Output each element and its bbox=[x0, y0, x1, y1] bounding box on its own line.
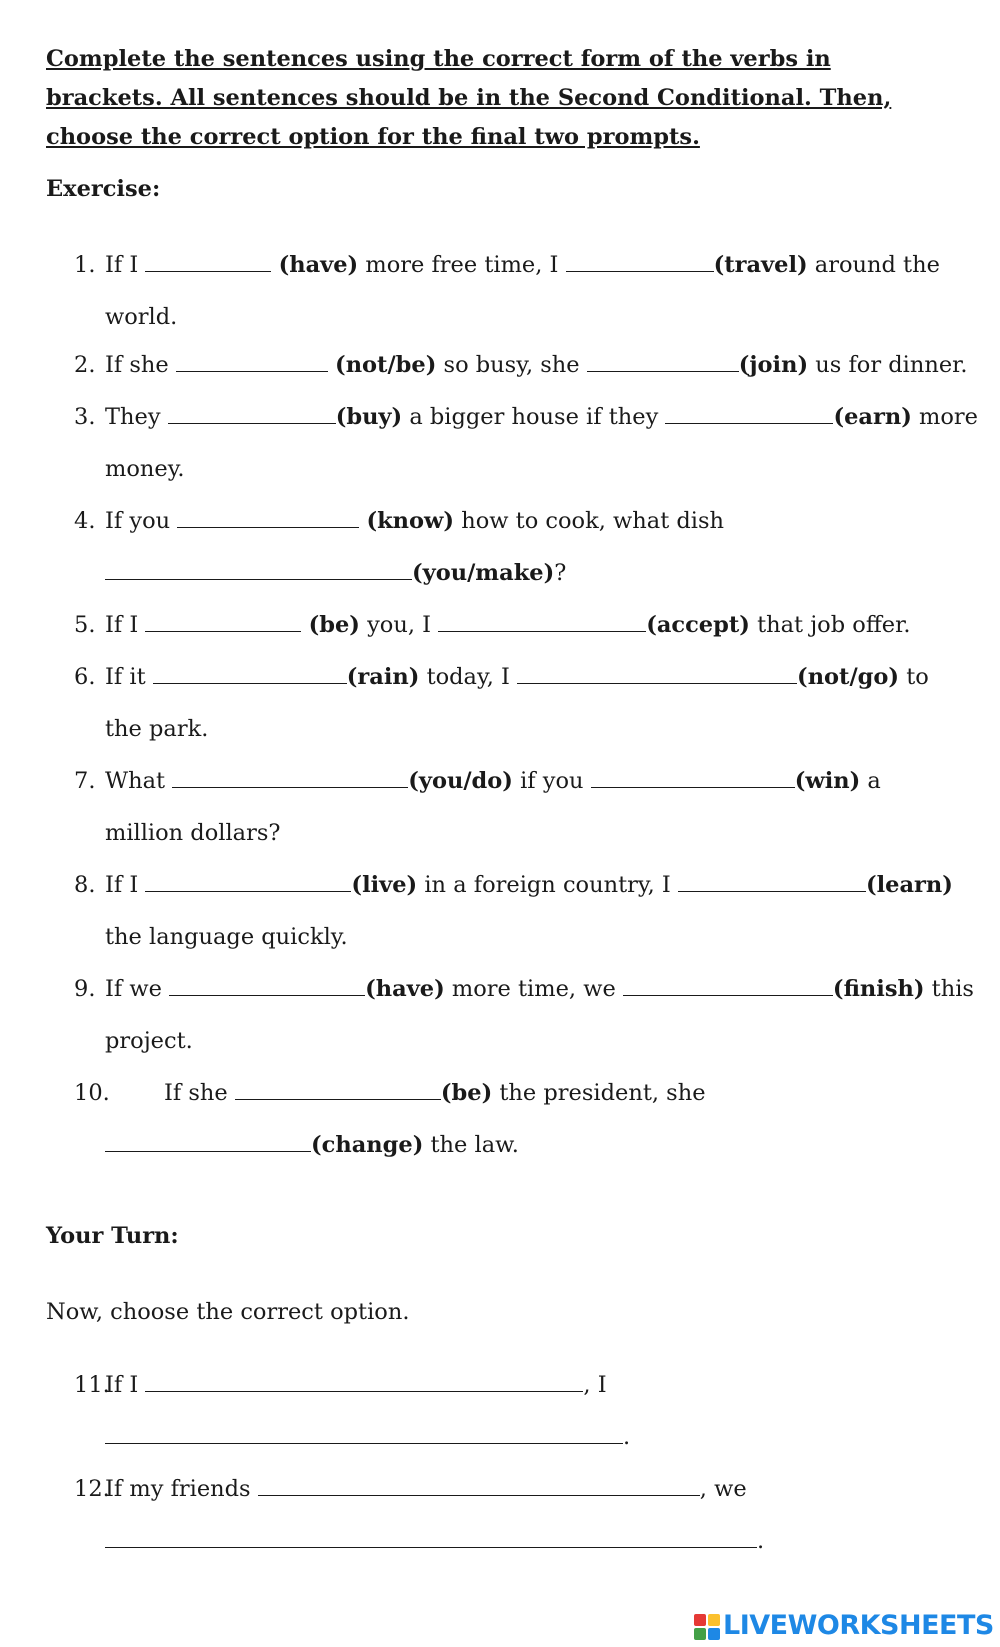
answer-blank[interactable] bbox=[678, 871, 866, 892]
liveworksheets-logo bbox=[694, 1612, 994, 1644]
answer-blank[interactable] bbox=[438, 611, 646, 632]
answer-blank[interactable] bbox=[145, 611, 301, 632]
answer-blank[interactable] bbox=[145, 251, 271, 272]
answer-blank[interactable] bbox=[105, 1423, 623, 1444]
answer-blank[interactable] bbox=[623, 975, 833, 996]
answer-blank[interactable] bbox=[177, 507, 359, 528]
answer-blank[interactable] bbox=[258, 1475, 700, 1496]
answer-blank[interactable] bbox=[665, 403, 833, 424]
answer-blank[interactable] bbox=[169, 975, 365, 996]
answer-blank[interactable] bbox=[105, 1131, 311, 1152]
answer-blank[interactable] bbox=[235, 1079, 441, 1100]
answer-blank[interactable] bbox=[517, 663, 797, 684]
liveworksheets-logo-icon bbox=[694, 1614, 720, 1640]
answer-blank[interactable] bbox=[176, 351, 328, 372]
answer-blank[interactable] bbox=[105, 1527, 757, 1548]
worksheet-page: Complete the sentences using the correct form of the verbs in brackets. All sentences should be in the Second Conditional. Then, choose the correct option for the final two prompts. Exercise: 1. If I (have) more free time, I (travel) around the world. 2. If she (not/be) so busy, she (join) us for dinner. 3. They (buy) a bigger house if they (earn) more money. 4. If you (know) how to cook, what dish (you/make)? 5. If I (be) you, I (accept) that job offer. 6. If it (rain) today, I (not/go) to the park. 7. What (you/do) if you (win) a million dollars? 8. If I (live) in a foreign country, I (learn) the language quickly. 9. If we (have) more time, we (finish) this project. 10. If she (be) the president, she (change) the law. Your Turn: Now, choose the correct option. 11. If I , I . 12. If my friends , we . LIVEWORKSHEETS bbox=[0, 0, 1000, 1647]
answer-blank[interactable] bbox=[172, 767, 408, 788]
exercise-heading: Exercise: bbox=[46, 176, 161, 202]
answer-blank[interactable] bbox=[587, 351, 739, 372]
answer-blank[interactable] bbox=[145, 871, 351, 892]
your-turn-heading: Your Turn: bbox=[46, 1223, 179, 1249]
instructions: Complete the sentences using the correct form of the verbs in brackets. All sentences should be in the Second Conditional. Then, choose the correct option for the final two prompts. bbox=[46, 46, 892, 150]
answer-blank[interactable] bbox=[566, 251, 714, 272]
answer-blank[interactable] bbox=[168, 403, 336, 424]
answer-blank[interactable] bbox=[105, 559, 412, 580]
liveworksheets-logo-text: LIVEWORKSHEETS bbox=[723, 1610, 994, 1641]
answer-blank[interactable] bbox=[591, 767, 795, 788]
choose-instruction: Now, choose the correct option. bbox=[46, 1299, 410, 1325]
answer-blank[interactable] bbox=[145, 1371, 583, 1392]
answer-blank[interactable] bbox=[153, 663, 347, 684]
